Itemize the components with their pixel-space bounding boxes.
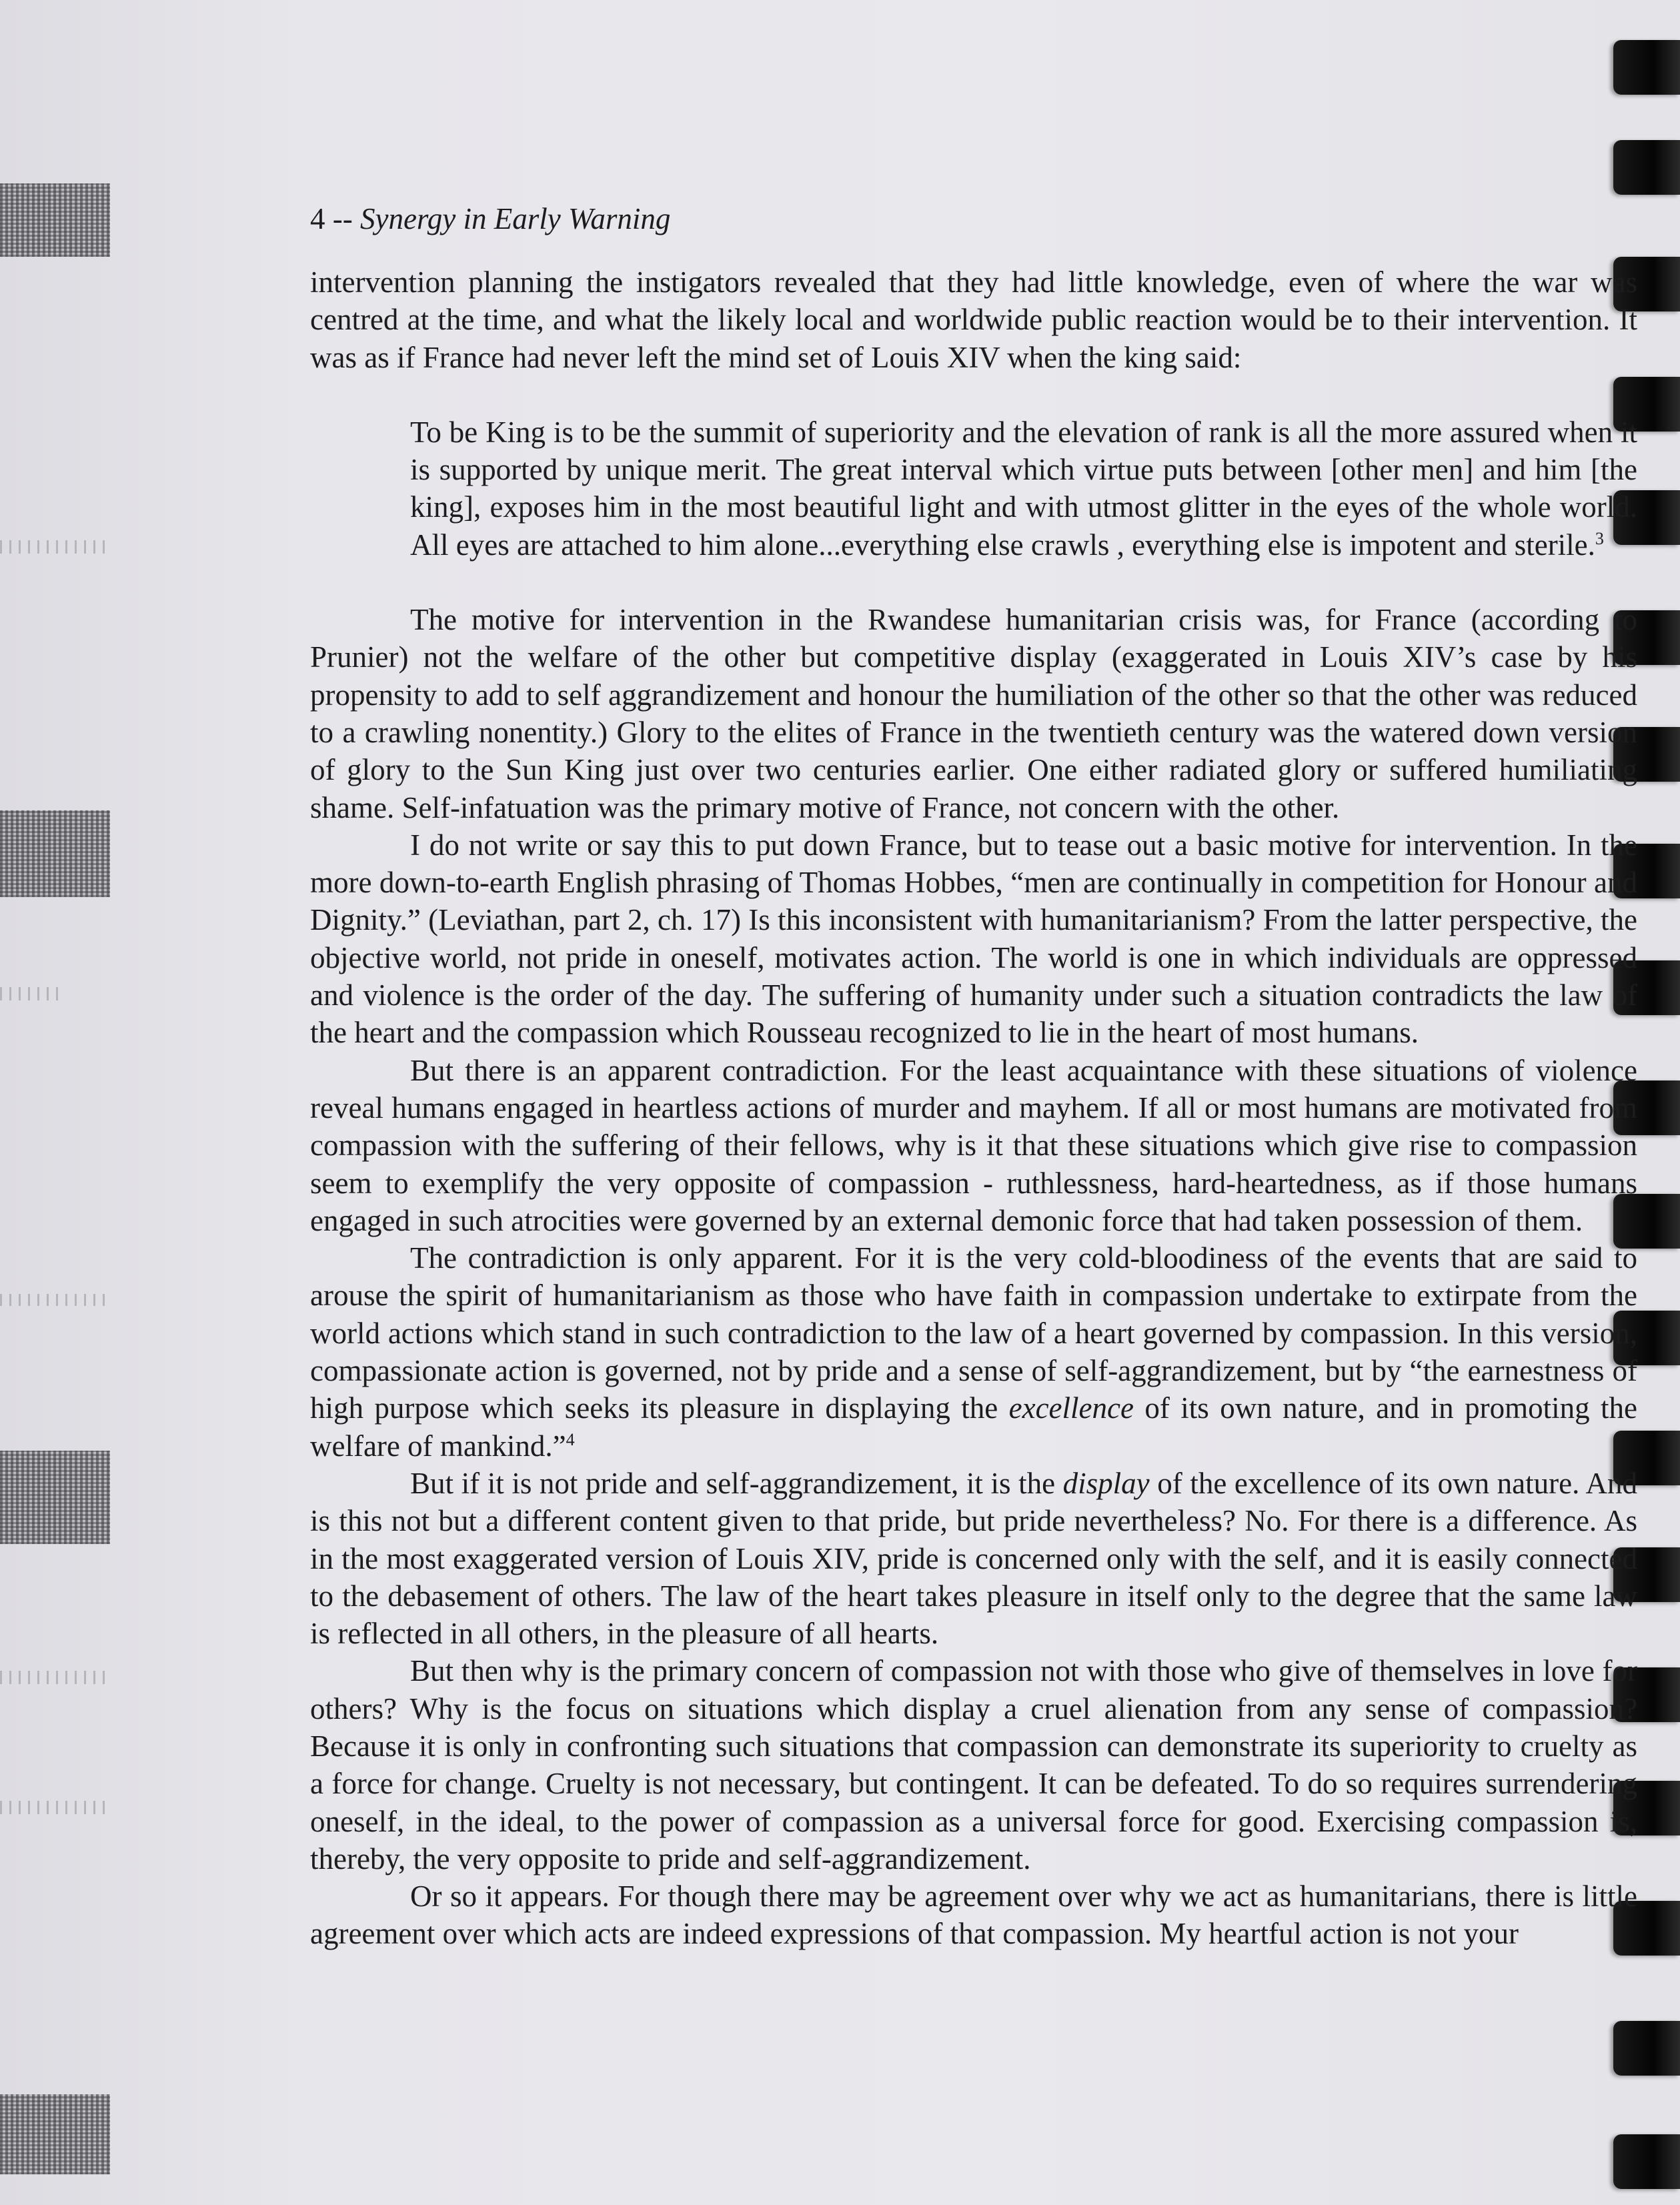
paragraph-text: But if it is not pride and self-aggrandizement, it is the bbox=[410, 1466, 1063, 1500]
scan-artifact bbox=[0, 540, 110, 554]
scan-artifact bbox=[0, 183, 110, 257]
scan-artifact bbox=[0, 810, 110, 897]
paragraph: Or so it appears. For though there may be agreement over why we act as humanitarians, there is little agreement over which acts are indeed expressions of that compassion. My heartful action is not your bbox=[310, 1880, 1637, 1951]
emphasis-text: excellence bbox=[1008, 1391, 1134, 1425]
footnote-marker: 4 bbox=[566, 1429, 575, 1449]
paragraph: The motive for intervention in the Rwandese humanitarian crisis was, for France (according to Prunier) not the welfare of the other but competitive display (exaggerated in Louis XIV’s case by his propensity to add to self aggrandizement and honour the humiliation of the other so that the other was reduced to a crawling nonentity.) Glory to the elites of France in the twentieth century was the watered down version of glory to the Sun King just over two centuries earlier. One either radiated glory or suffered humiliating shame. Self-infatuation was the primary motive of France, not concern with the other. bbox=[310, 603, 1637, 824]
paragraph-text: The contradiction is only apparent. For it is the very cold-bloodiness of the events that are said to arouse the spirit of humanitarianism as those who have faith in compassion undertake to extirpate from the world actions which stand in such contradiction to the law of a heart governed by compassion. In this version, compassionate action is governed, not by pride and a sense of self-aggrandizement, but by “the earnestness of high purpose which seeks its pleasure in displaying the bbox=[310, 1241, 1637, 1425]
block-quote bbox=[410, 414, 1637, 564]
paragraph-text: of the excellence of its own nature. And is this not but a different content given to that pride, but pride nevertheless? No. For there is a difference. As in the most exaggerated version of Louis XIV, pride is concerned only with the self, and it is easily connected to the debasement of others. The law of the heart takes pleasure in itself only to the degree that the same law is reflected in all others, in the pleasure of all hearts. bbox=[310, 1466, 1637, 1651]
scan-artifact bbox=[0, 987, 60, 1000]
paragraph: intervention planning the instigators revealed that they had little knowledge, even of where the war was centred at the time, and what the likely local and worldwide public reaction would be to their intervention. It was as if France had never left the mind set of Louis XIV when the king said: bbox=[310, 265, 1637, 374]
paragraph: But there is an apparent contradiction. For the least acquaintance with these situations of violence reveal humans engaged in heartless actions of murder and mayhem. If all or most humans are motivated from compassion with the suffering of their fellows, why is it that these situations which give rise to compassion seem to exemplify the very opposite of compassion - ruthlessness, hard-heartedness, as if those humans engaged in such atrocities were governed by an external demonic force that had taken possession of them. bbox=[310, 1053, 1637, 1237]
scan-artifact bbox=[0, 2094, 110, 2174]
page-number: 4 -- bbox=[310, 202, 353, 235]
scan-artifact bbox=[0, 1451, 110, 1544]
emphasis-text: display bbox=[1062, 1466, 1150, 1500]
paragraph bbox=[310, 1465, 1637, 1652]
quote-text: To be King is to be the summit of superiority and the elevation of rank is all the more assured when it is supported by unique merit. The great interval which virtue puts between [other men] and him [the king], exposes him in the most beautiful light and with utmost glitter in the eyes of the whole world. All eyes are attached to him alone...everything else crawls , everything else is impotent and sterile. bbox=[410, 415, 1637, 562]
scan-artifact bbox=[0, 1801, 110, 1814]
paragraph: But then why is the primary concern of compassion not with those who give of themselves in love for others? Why is the focus on situations which display a cruel alienation from any sense of compassion? Because it is only in confronting such situations that compassion can demonstrate its superiority to cruelty as a force for change. Cruelty is not necessary, but contingent. It can be defeated. To do so requires surrendering oneself, in the ideal, to the power of compassion as a universal force for good. Exercising compassion is, thereby, the very opposite to pride and self-aggrandizement. bbox=[310, 1654, 1637, 1876]
paragraph-text: of its own nature, and in promoting the welfare of mankind.” bbox=[310, 1391, 1637, 1463]
running-title: Synergy in Early Warning bbox=[359, 202, 671, 235]
body-text bbox=[310, 263, 1637, 1953]
paragraph bbox=[310, 1239, 1637, 1465]
running-header bbox=[310, 200, 670, 237]
paragraph: I do not write or say this to put down France, but to tease out a basic motive for intervention. In the more down-to-earth English phrasing of Thomas Hobbes, “men are continually in competition for Honour and Dignity.” (Leviathan, part 2, ch. 17) Is this inconsistent with humanitarianism? From the latter perspective, the objective world, not pride in oneself, motivates action. The world is one in which individuals are oppressed and violence is the order of the day. The suffering of humanity under such a situation contradicts the law of the heart and the compassion which Rousseau recognized to lie in the heart of most humans. bbox=[310, 828, 1637, 1050]
scan-artifact bbox=[0, 1294, 110, 1306]
scan-artifact bbox=[0, 1671, 110, 1684]
footnote-marker: 3 bbox=[1595, 528, 1604, 548]
